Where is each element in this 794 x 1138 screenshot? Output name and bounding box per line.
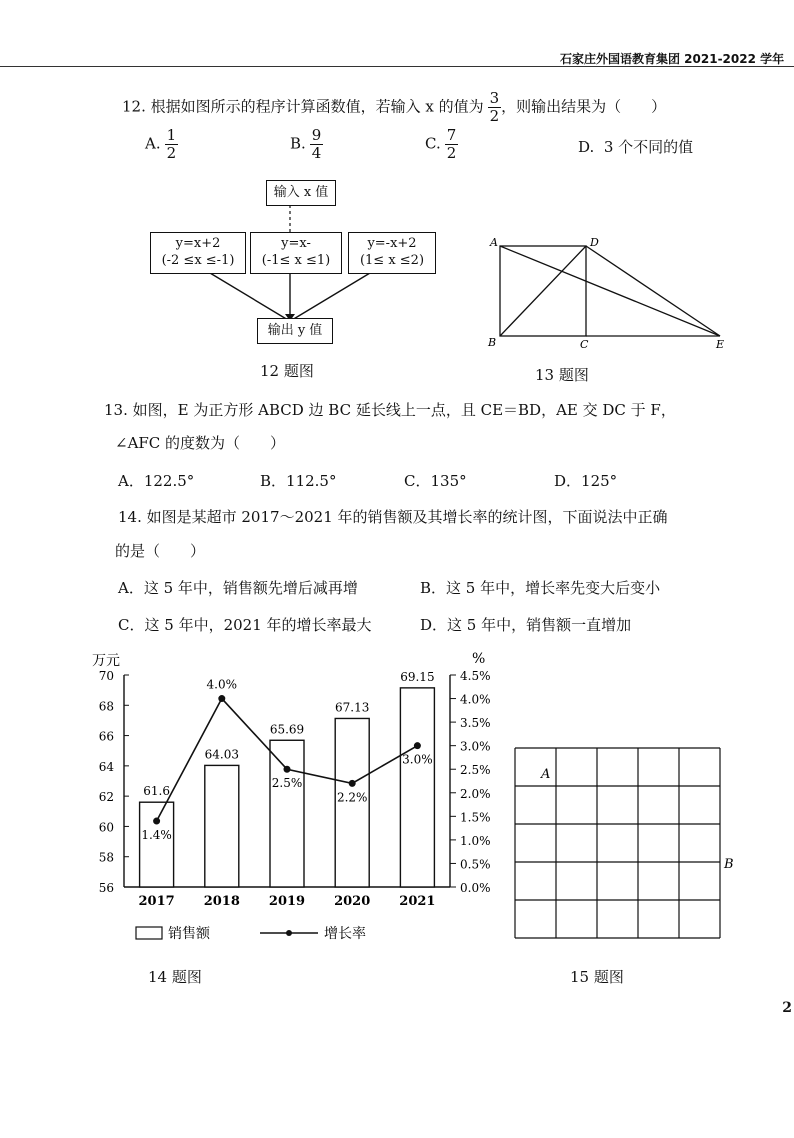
left-tick-label: 58: [98, 850, 114, 865]
rate-point-2018: [218, 695, 225, 702]
flow-branch-1: y=x+2 (-2 ≤x ≤-1): [150, 232, 246, 274]
rate-point-2020: [349, 780, 356, 787]
left-tick-label: 64: [98, 759, 114, 774]
left-tick-label: 56: [98, 881, 114, 895]
q13-caption: 13 题图: [535, 366, 589, 384]
bar-label-2017: 61.6: [143, 784, 170, 799]
rate-label-2017: 1.4%: [141, 828, 172, 843]
x-tick-2017: 2017: [138, 894, 175, 909]
bar-label-2020: 67.13: [335, 700, 370, 715]
left-tick-label: 62: [98, 790, 114, 805]
bar-2021: [400, 688, 434, 887]
q14-option-b[interactable]: B．这 5 年中，增长率先变大后变小: [420, 579, 661, 597]
q14-line2: 的是（ ）: [115, 542, 206, 560]
right-tick-label: 3.0%: [460, 739, 491, 754]
legend-line-label: 增长率: [324, 926, 366, 942]
q13-option-a[interactable]: A．122.5°: [118, 472, 195, 490]
left-axis-unit: 万元: [92, 653, 120, 669]
legend-line-marker: [286, 930, 292, 936]
grid-point-b: B: [724, 857, 734, 872]
rate-point-2019: [284, 766, 291, 773]
label-a: A: [490, 236, 498, 249]
left-tick-label: 70: [98, 669, 114, 683]
legend-bar-swatch: [136, 927, 162, 939]
q12-option-c[interactable]: C. $\frac{7}{2}$: [425, 126, 457, 162]
header-rule: [0, 66, 794, 67]
x-tick-2021: 2021: [399, 894, 436, 909]
q13-option-d[interactable]: D．125°: [554, 472, 618, 490]
right-axis-unit: %: [472, 651, 486, 667]
legend-bar-label: 销售额: [168, 926, 210, 942]
bar-label-2018: 64.03: [204, 747, 239, 762]
right-tick-label: 4.5%: [460, 669, 491, 683]
q12-caption: 12 题图: [260, 362, 314, 380]
left-tick-label: 60: [98, 820, 114, 835]
q15-grid: [505, 740, 745, 955]
rate-point-2017: [153, 818, 160, 825]
segment-bd: [500, 246, 586, 336]
right-tick-label: 1.5%: [460, 810, 491, 825]
bar-2019: [270, 740, 304, 887]
bar-2018: [205, 765, 239, 887]
right-tick-label: 1.0%: [460, 833, 491, 848]
page-number: 2: [782, 1000, 792, 1016]
right-tick-label: 3.5%: [460, 716, 491, 731]
label-d: D: [590, 236, 599, 249]
right-tick-label: 2.5%: [460, 763, 491, 778]
x-tick-2020: 2020: [334, 894, 371, 909]
q12-text: 12. 根据如图所示的程序计算函数值，若输入 x 的值为: [122, 97, 484, 116]
q14-option-c[interactable]: C．这 5 年中，2021 年的增长率最大: [118, 616, 372, 634]
x-tick-2018: 2018: [203, 894, 240, 909]
rate-point-2021: [414, 742, 421, 749]
q13-figure: [484, 232, 734, 352]
right-tick-label: 0.0%: [460, 881, 491, 895]
label-b: B: [488, 336, 497, 349]
q12-stem: [122, 90, 666, 125]
rate-label-2020: 2.2%: [336, 790, 368, 805]
segment-ae: [500, 246, 720, 336]
flow-branch-3: y=-x+2 (1≤ x ≤2): [348, 232, 436, 274]
q14-option-d[interactable]: D．这 5 年中，销售额一直增加: [420, 616, 632, 634]
left-tick-label: 68: [98, 699, 114, 714]
q14-caption: 14 题图: [148, 968, 202, 986]
flow-output-box: 输出 y 值: [257, 318, 333, 344]
bar-label-2019: 65.69: [269, 722, 305, 737]
label-e: E: [716, 338, 725, 351]
right-tick-label: 0.5%: [460, 857, 491, 872]
rate-label-2021: 3.0%: [402, 752, 433, 767]
bar-2017: [140, 802, 174, 887]
right-tick-label: 2.0%: [460, 786, 491, 801]
q13-option-c[interactable]: C．135°: [404, 472, 467, 490]
q15-caption: 15 题图: [570, 968, 624, 986]
rate-label-2018: 4.0%: [206, 677, 238, 692]
bar-label-2021: 69.15: [400, 669, 435, 684]
flow-input-box: 输入 x 值: [266, 180, 336, 206]
q14-chart: [88, 645, 508, 960]
q13-option-b[interactable]: B．112.5°: [260, 472, 337, 490]
q14-line1: 14. 如图是某超市 2017～2021 年的销售额及其增长率的统计图，下面说法中正确: [118, 508, 668, 526]
segment-de: [586, 246, 720, 336]
left-tick-label: 66: [98, 729, 114, 744]
grid-point-a: A: [541, 767, 551, 782]
q12-option-d[interactable]: D. 3 个不同的值: [578, 138, 694, 156]
rate-label-2019: 2.5%: [271, 776, 303, 791]
q12-option-b[interactable]: B. $\frac{9}{4}$: [290, 126, 322, 162]
x-tick-2019: 2019: [268, 894, 306, 909]
q13-line1: 13. 如图，E 为正方形 ABCD 边 BC 延长线上一点，且 CE＝BD，AE 交 DC 于 F，: [104, 401, 676, 419]
page-header: 石家庄外国语教育集团 2021-2022 学年: [560, 52, 785, 66]
flow-branch-2: y=x- (-1≤ x ≤1): [250, 232, 342, 274]
q12-option-a[interactable]: A. $\frac{1}{2}$: [145, 126, 177, 162]
q14-option-a[interactable]: A．这 5 年中，销售额先增后减再增: [118, 579, 358, 597]
label-c: C: [580, 338, 589, 351]
q13-line2: ∠AFC 的度数为（ ）: [115, 434, 286, 452]
q12-value-fraction: $\frac{3}{2}$: [489, 89, 500, 125]
right-tick-label: 4.0%: [460, 692, 491, 707]
q12-text-after: ，则输出结果为（ ）: [501, 97, 667, 116]
